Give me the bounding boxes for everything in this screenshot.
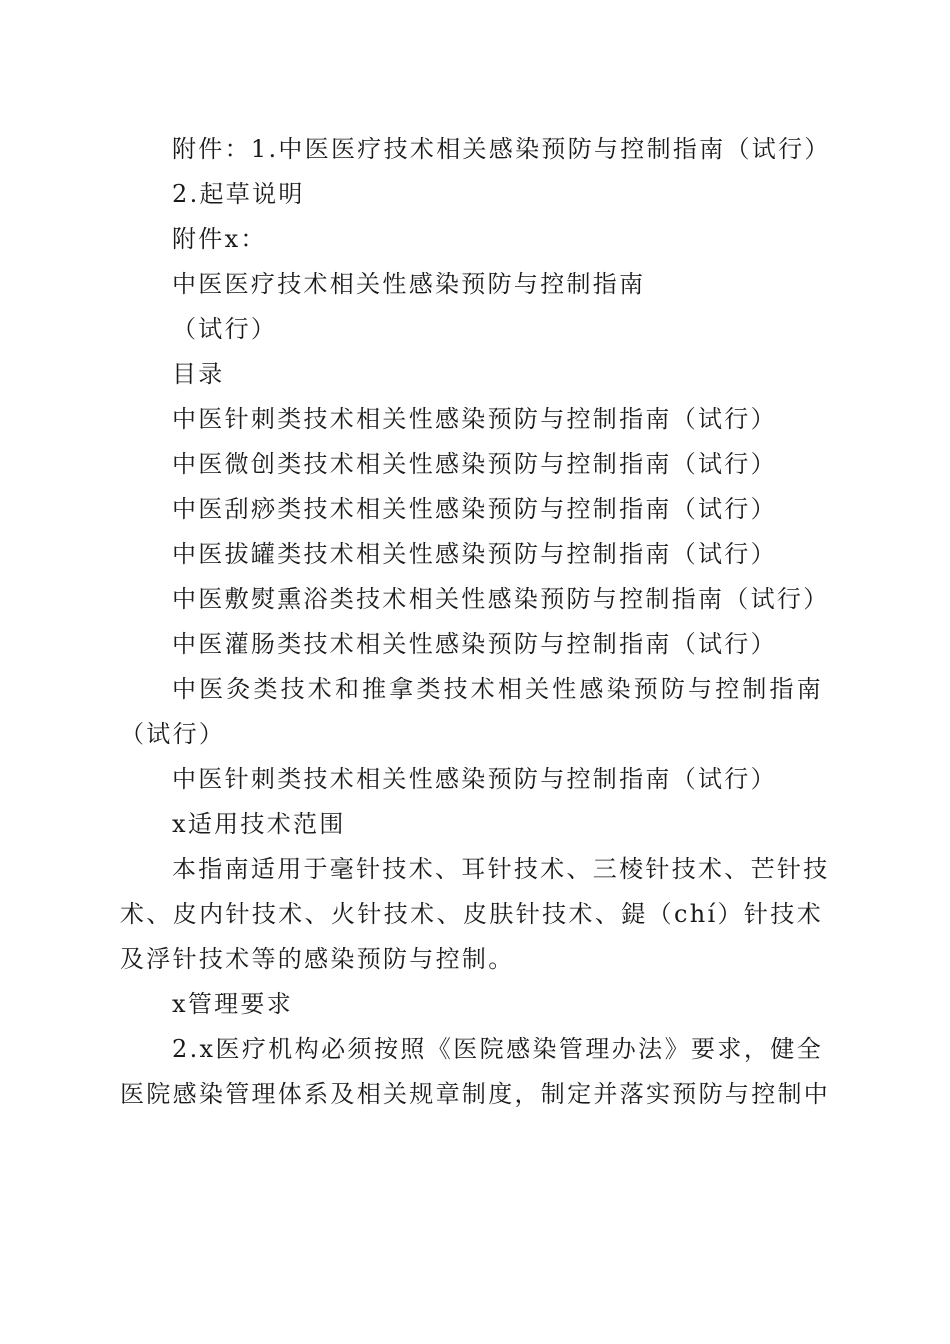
mgmt-heading: x管理要求 <box>172 990 294 1018</box>
attachments-line: 附件：1.中医医疗技术相关感染预防与控制指南（试行） <box>172 135 831 163</box>
toc-heading: 目录 <box>172 360 225 388</box>
scope-text-line3: 及浮针技术等的感染预防与控制。 <box>120 945 515 973</box>
toc-item-last-line2: （试行） <box>120 720 226 748</box>
toc-item: 中医敷熨熏浴类技术相关性感染预防与控制指南（试行） <box>172 585 830 613</box>
mgmt-text-line2: 医院感染管理体系及相关规章制度，制定并落实预防与控制中 <box>120 1080 831 1108</box>
scope-text-line2: 术、皮内针技术、火针技术、皮肤针技术、鍉（chí）针技术 <box>120 900 823 928</box>
toc-item: 中医刮痧类技术相关性感染预防与控制指南（试行） <box>172 495 777 523</box>
attachment-2: 2.起草说明 <box>172 180 305 208</box>
mgmt-text-line1: 2.x医疗机构必须按照《医院感染管理办法》要求，健全 <box>172 1035 823 1063</box>
scope-text-line1: 本指南适用于毫针技术、耳针技术、三棱针技术、芒针技 <box>172 855 830 883</box>
document-title: 中医医疗技术相关性感染预防与控制指南 <box>172 270 646 298</box>
attachment-label: 附件x： <box>172 225 267 253</box>
scope-heading: x适用技术范围 <box>172 810 346 838</box>
section-title: 中医针刺类技术相关性感染预防与控制指南（试行） <box>172 765 777 793</box>
toc-item: 中医灌肠类技术相关性感染预防与控制指南（试行） <box>172 630 777 658</box>
toc-item: 中医针刺类技术相关性感染预防与控制指南（试行） <box>172 405 777 433</box>
toc-item: 中医微创类技术相关性感染预防与控制指南（试行） <box>172 450 777 478</box>
toc-item: 中医拔罐类技术相关性感染预防与控制指南（试行） <box>172 540 777 568</box>
document-title-suffix: （试行） <box>172 315 278 343</box>
toc-item-last-line1: 中医灸类技术和推拿类技术相关性感染预防与控制指南 <box>172 675 823 703</box>
